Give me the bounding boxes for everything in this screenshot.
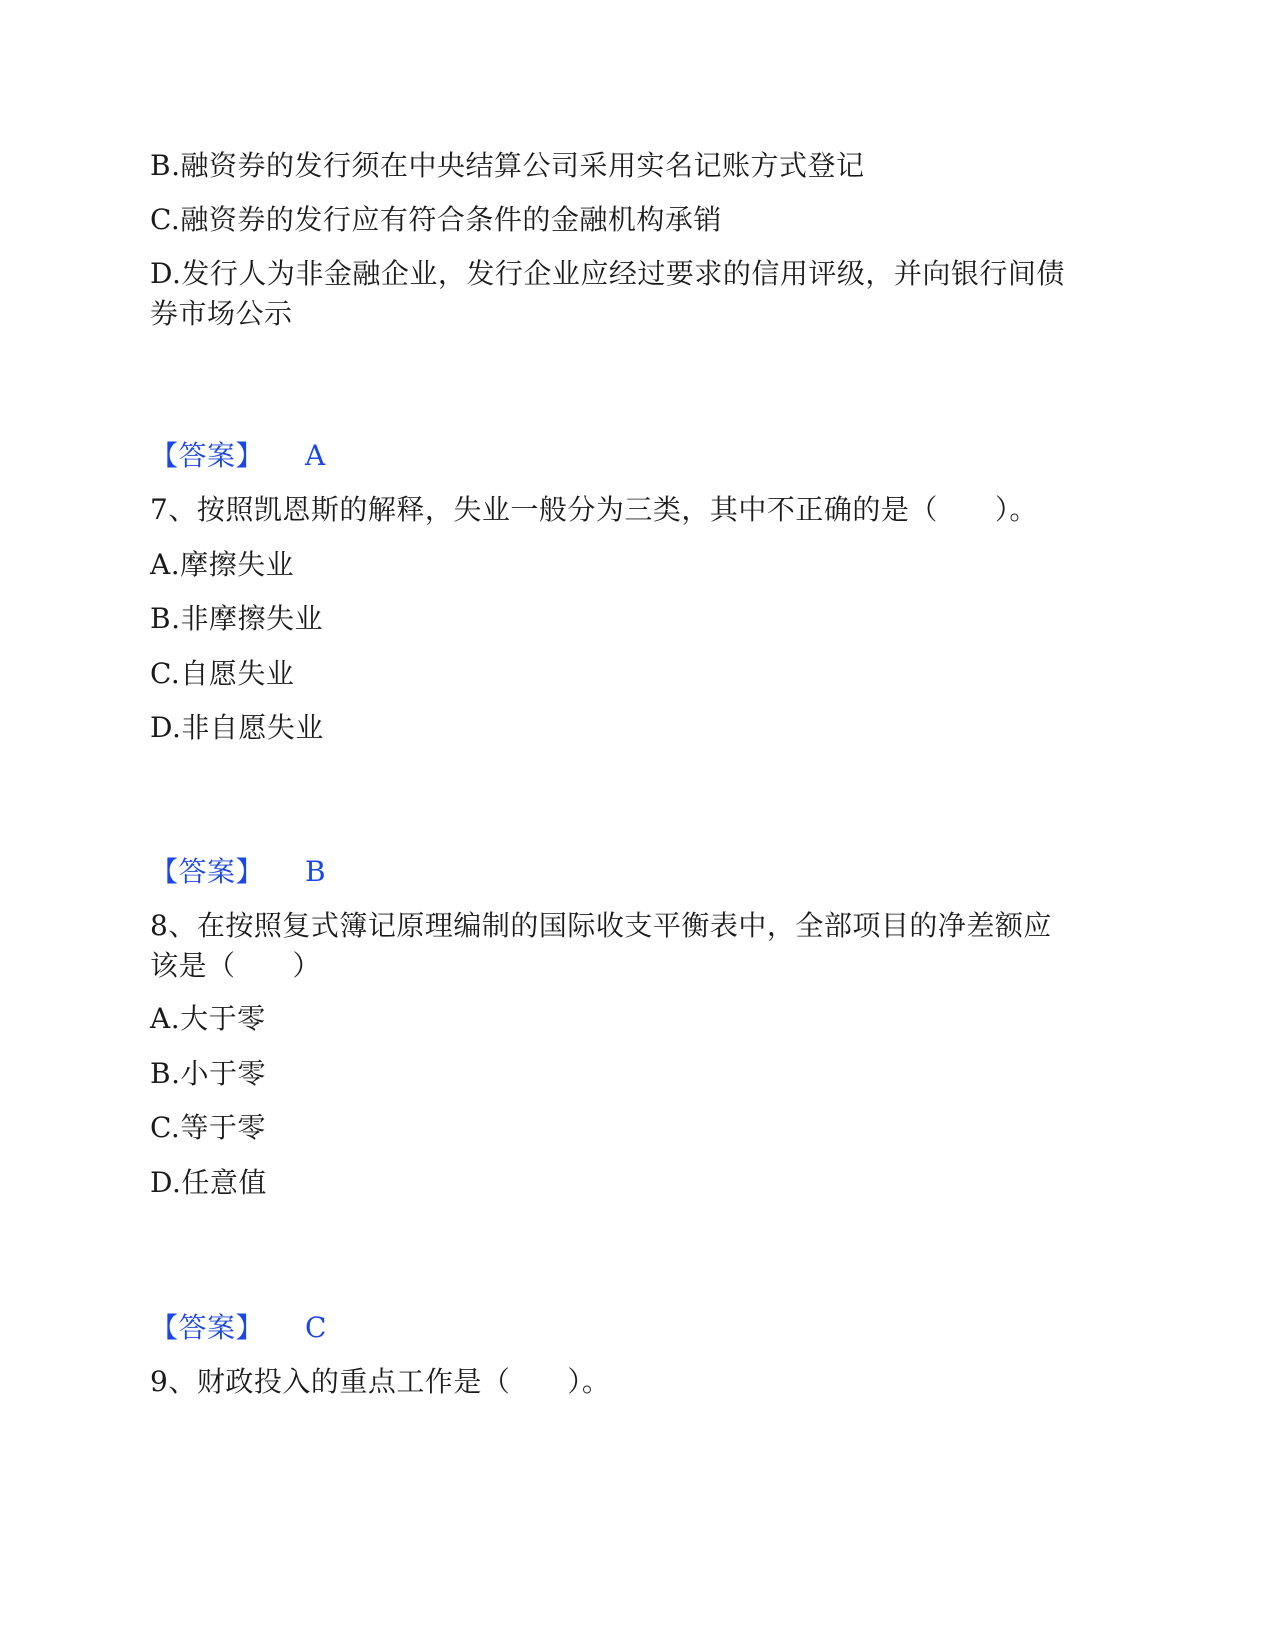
q8-option-a: A.大于零: [150, 1002, 266, 1035]
answer-label: 【答案】: [150, 855, 265, 888]
q7-option-b: B.非摩擦失业: [150, 602, 323, 635]
q6-option-d: D.发行人为非金融企业，发行企业应经过要求的信用评级，并向银行间债券市场公示: [150, 257, 1065, 330]
q7-option-a: A.摩擦失业: [150, 548, 295, 581]
answer-value: B: [305, 855, 327, 888]
q8-stem: 8、在按照复式簿记原理编制的国际收支平衡表中，全部项目的净差额应该是（ ）: [150, 909, 1052, 982]
answer-8: [150, 1308, 1110, 1348]
q7-option-c: C.自愿失业: [150, 657, 295, 690]
q8-option-b: B.小于零: [150, 1057, 266, 1090]
answer-label: 【答案】: [150, 439, 265, 472]
answer-label: 【答案】: [150, 1311, 265, 1344]
q7-option-d: D.非自愿失业: [150, 711, 324, 744]
answer-7: [150, 852, 1110, 892]
q6-option-b: B.融资券的发行须在中央结算公司采用实名记账方式登记: [150, 149, 865, 182]
q8-option-d: D.任意值: [150, 1166, 267, 1199]
q8-option-c: C.等于零: [150, 1111, 266, 1144]
answer-value: A: [305, 439, 326, 472]
q9-stem: 9、财政投入的重点工作是（ ）。: [150, 1365, 611, 1398]
q7-stem: 7、按照凯恩斯的解释，失业一般分为三类，其中不正确的是（ ）。: [150, 493, 1038, 526]
q6-option-c: C.融资券的发行应有符合条件的金融机构承销: [150, 203, 722, 236]
answer-6: [150, 436, 1110, 476]
answer-value: C: [305, 1311, 327, 1344]
